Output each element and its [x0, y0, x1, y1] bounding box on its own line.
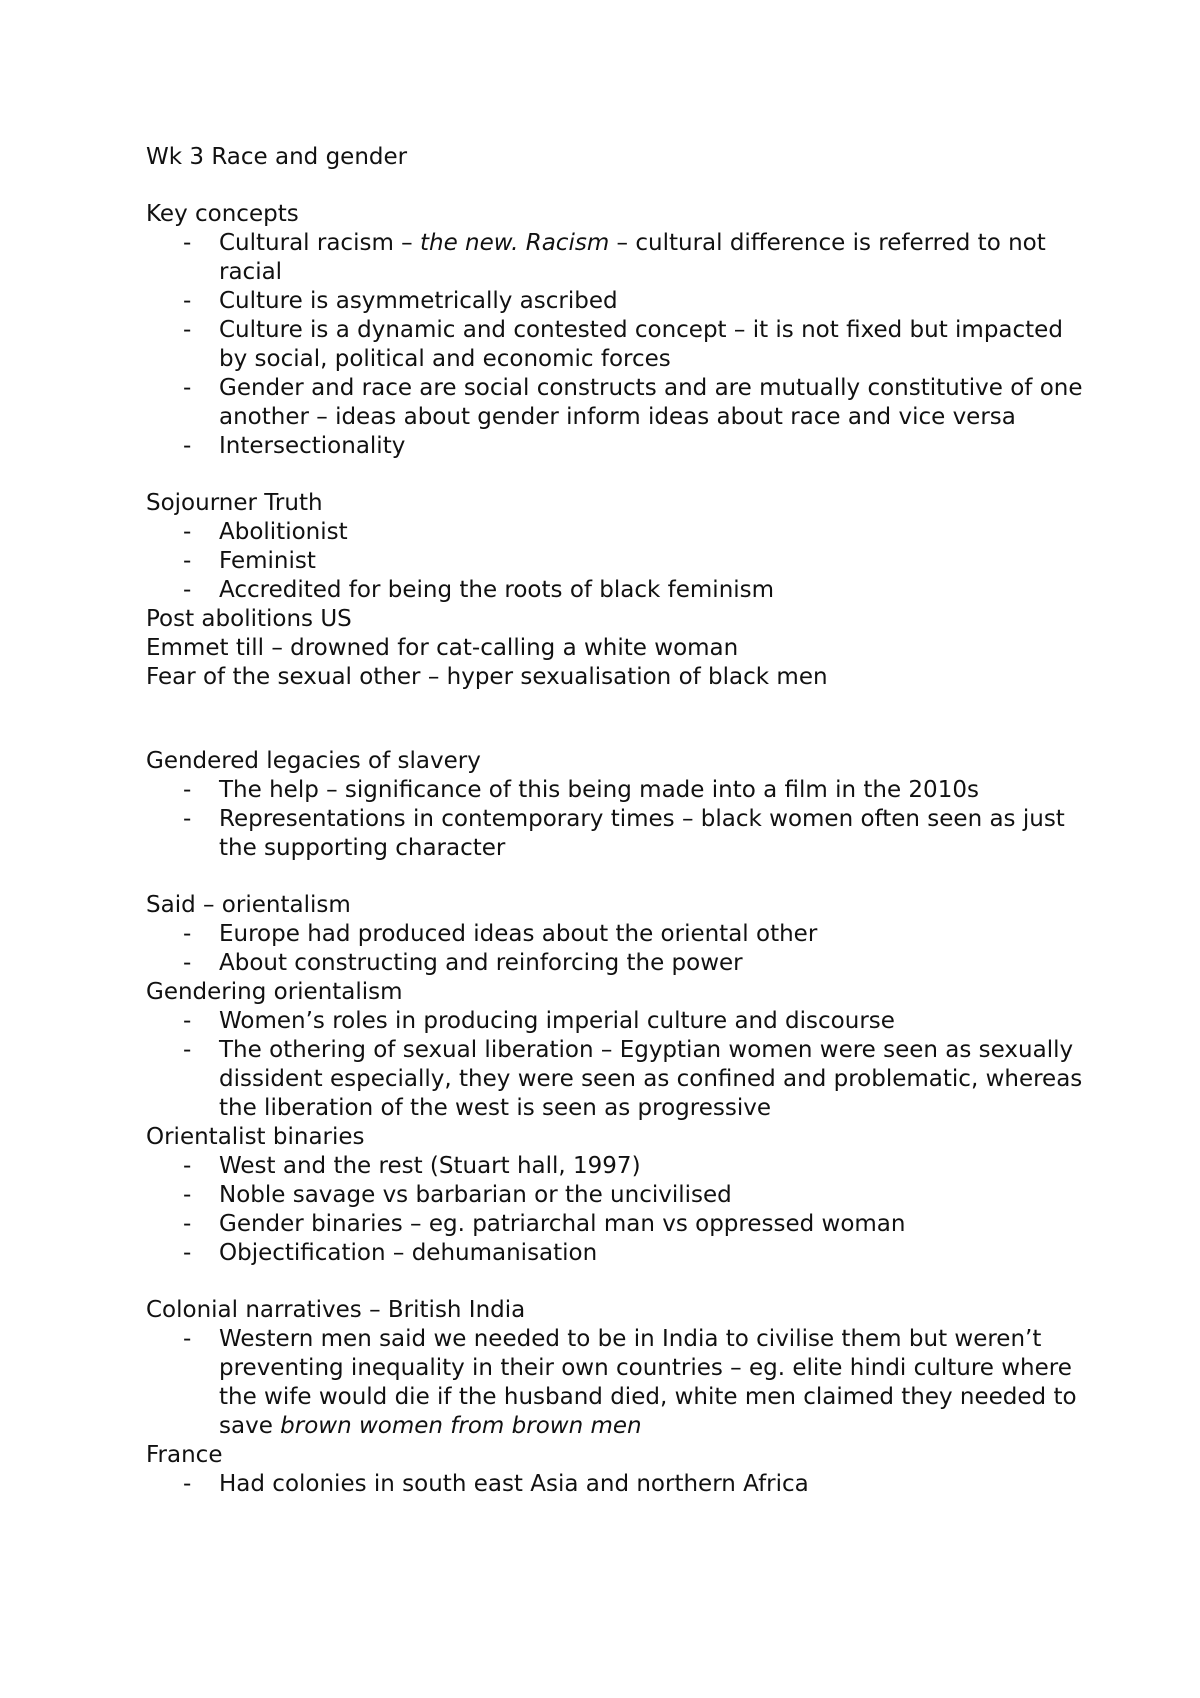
section-heading-france: France	[146, 1442, 223, 1468]
bullet-dash: -	[183, 1008, 192, 1034]
list-item-text: Feminist	[219, 548, 316, 574]
list-item-text: Women’s roles in producing imperial culture and discourse	[219, 1008, 895, 1034]
list-item	[146, 1325, 1086, 1441]
bullet-dash: -	[183, 806, 192, 832]
bullet-dash: -	[183, 577, 192, 603]
spacer	[146, 1268, 1086, 1296]
list-item	[146, 374, 1086, 432]
list-item	[146, 1007, 1086, 1036]
bullet-dash: -	[183, 1471, 192, 1497]
list-item-text: Intersectionality	[219, 433, 406, 459]
list-item-text: Had colonies in south east Asia and northern Africa	[219, 1471, 809, 1497]
section-heading-colonial-narratives: Colonial narratives – British India	[146, 1297, 526, 1323]
list-item-text: Representations in contemporary times – black women often seen as just the supporting character	[219, 806, 1065, 861]
colonial-list	[146, 1325, 1086, 1441]
bullet-dash: -	[183, 317, 192, 343]
list-item	[146, 949, 1086, 978]
section-heading-gendering-orientalism: Gendering orientalism	[146, 979, 403, 1005]
section-heading-said-orientalism: Said – orientalism	[146, 892, 351, 918]
list-item-text: Objectification – dehumanisation	[219, 1240, 598, 1266]
list-item	[146, 1181, 1086, 1210]
list-item-text: Gender and race are social constructs and are mutually constitutive of one another – ideas about gender inform ideas about race and vice versa	[219, 375, 1083, 430]
bullet-dash: -	[183, 950, 192, 976]
list-item	[146, 1210, 1086, 1239]
sojourner-list	[146, 518, 1086, 605]
bullet-dash: -	[183, 1037, 192, 1063]
list-item-emphasis: the new. Racism	[419, 230, 610, 256]
list-item	[146, 316, 1086, 374]
bullet-dash: -	[183, 230, 192, 256]
document-title: Wk 3 Race and gender	[146, 144, 408, 170]
list-item-text: Accredited for being the roots of black feminism	[219, 577, 775, 603]
list-item	[146, 547, 1086, 576]
list-item	[146, 1239, 1086, 1268]
list-item-text: The help – significance of this being made into a film in the 2010s	[219, 777, 979, 803]
bullet-dash: -	[183, 1240, 192, 1266]
gendering-list	[146, 1007, 1086, 1123]
bullet-dash: -	[183, 375, 192, 401]
bullet-dash: -	[183, 1211, 192, 1237]
bullet-dash: -	[183, 288, 192, 314]
france-list	[146, 1470, 1086, 1499]
list-item-text: Europe had produced ideas about the oriental other	[219, 921, 818, 947]
slavery-list	[146, 776, 1086, 863]
list-item-text: – cultural difference is referred to not racial	[219, 230, 1046, 285]
list-item-text: The othering of sexual liberation – Egyptian women were seen as sexually dissident especially, they were seen as confined and problematic, whereas the liberation of the west is seen as progressive	[219, 1037, 1083, 1121]
list-item	[146, 1152, 1086, 1181]
section-heading-sojourner-truth: Sojourner Truth	[146, 490, 323, 516]
list-item	[146, 805, 1086, 863]
text-line: Fear of the sexual other – hyper sexualisation of black men	[146, 664, 828, 690]
spacer	[146, 461, 1086, 489]
section-heading-key-concepts: Key concepts	[146, 201, 299, 227]
bullet-dash: -	[183, 1153, 192, 1179]
bullet-dash: -	[183, 921, 192, 947]
bullet-dash: -	[183, 1182, 192, 1208]
list-item-text: Gender binaries – eg. patriarchal man vs oppressed woman	[219, 1211, 906, 1237]
list-item	[146, 518, 1086, 547]
list-item-text: Cultural racism –	[219, 230, 420, 256]
section-heading-orientalist-binaries: Orientalist binaries	[146, 1124, 365, 1150]
text-line: Emmet till – drowned for cat-calling a white woman	[146, 635, 739, 661]
list-item	[146, 576, 1086, 605]
bullet-dash: -	[183, 433, 192, 459]
binaries-list	[146, 1152, 1086, 1268]
bullet-dash: -	[183, 1326, 192, 1352]
list-item	[146, 920, 1086, 949]
list-item-text: Culture is a dynamic and contested concept – it is not fixed but impacted by social, political and economic forces	[219, 317, 1063, 372]
said-list	[146, 920, 1086, 978]
spacer	[146, 692, 1086, 747]
list-item	[146, 287, 1086, 316]
bullet-dash: -	[183, 519, 192, 545]
list-item	[146, 1470, 1086, 1499]
text-line: Post abolitions US	[146, 606, 352, 632]
spacer	[146, 172, 1086, 200]
list-item-text: Culture is asymmetrically ascribed	[219, 288, 618, 314]
list-item-text: Abolitionist	[219, 519, 348, 545]
key-concepts-list	[146, 229, 1086, 461]
list-item	[146, 1036, 1086, 1123]
list-item	[146, 229, 1086, 287]
list-item-text: Western men said we needed to be in India to civilise them but weren’t preventing inequality in their own countries – eg. elite hindi culture where the wife would die if the husband died, white men claimed they needed to save	[219, 1326, 1077, 1439]
section-heading-slavery: Gendered legacies of slavery	[146, 748, 481, 774]
list-item-text: About constructing and reinforcing the power	[219, 950, 743, 976]
list-item-text: Noble savage vs barbarian or the uncivilised	[219, 1182, 732, 1208]
spacer	[146, 863, 1086, 891]
list-item	[146, 432, 1086, 461]
list-item-emphasis: brown women from brown men	[280, 1413, 642, 1439]
list-item-text: West and the rest (Stuart hall, 1997)	[219, 1153, 641, 1179]
list-item	[146, 776, 1086, 805]
bullet-dash: -	[183, 548, 192, 574]
document-page	[146, 143, 1086, 1499]
bullet-dash: -	[183, 777, 192, 803]
